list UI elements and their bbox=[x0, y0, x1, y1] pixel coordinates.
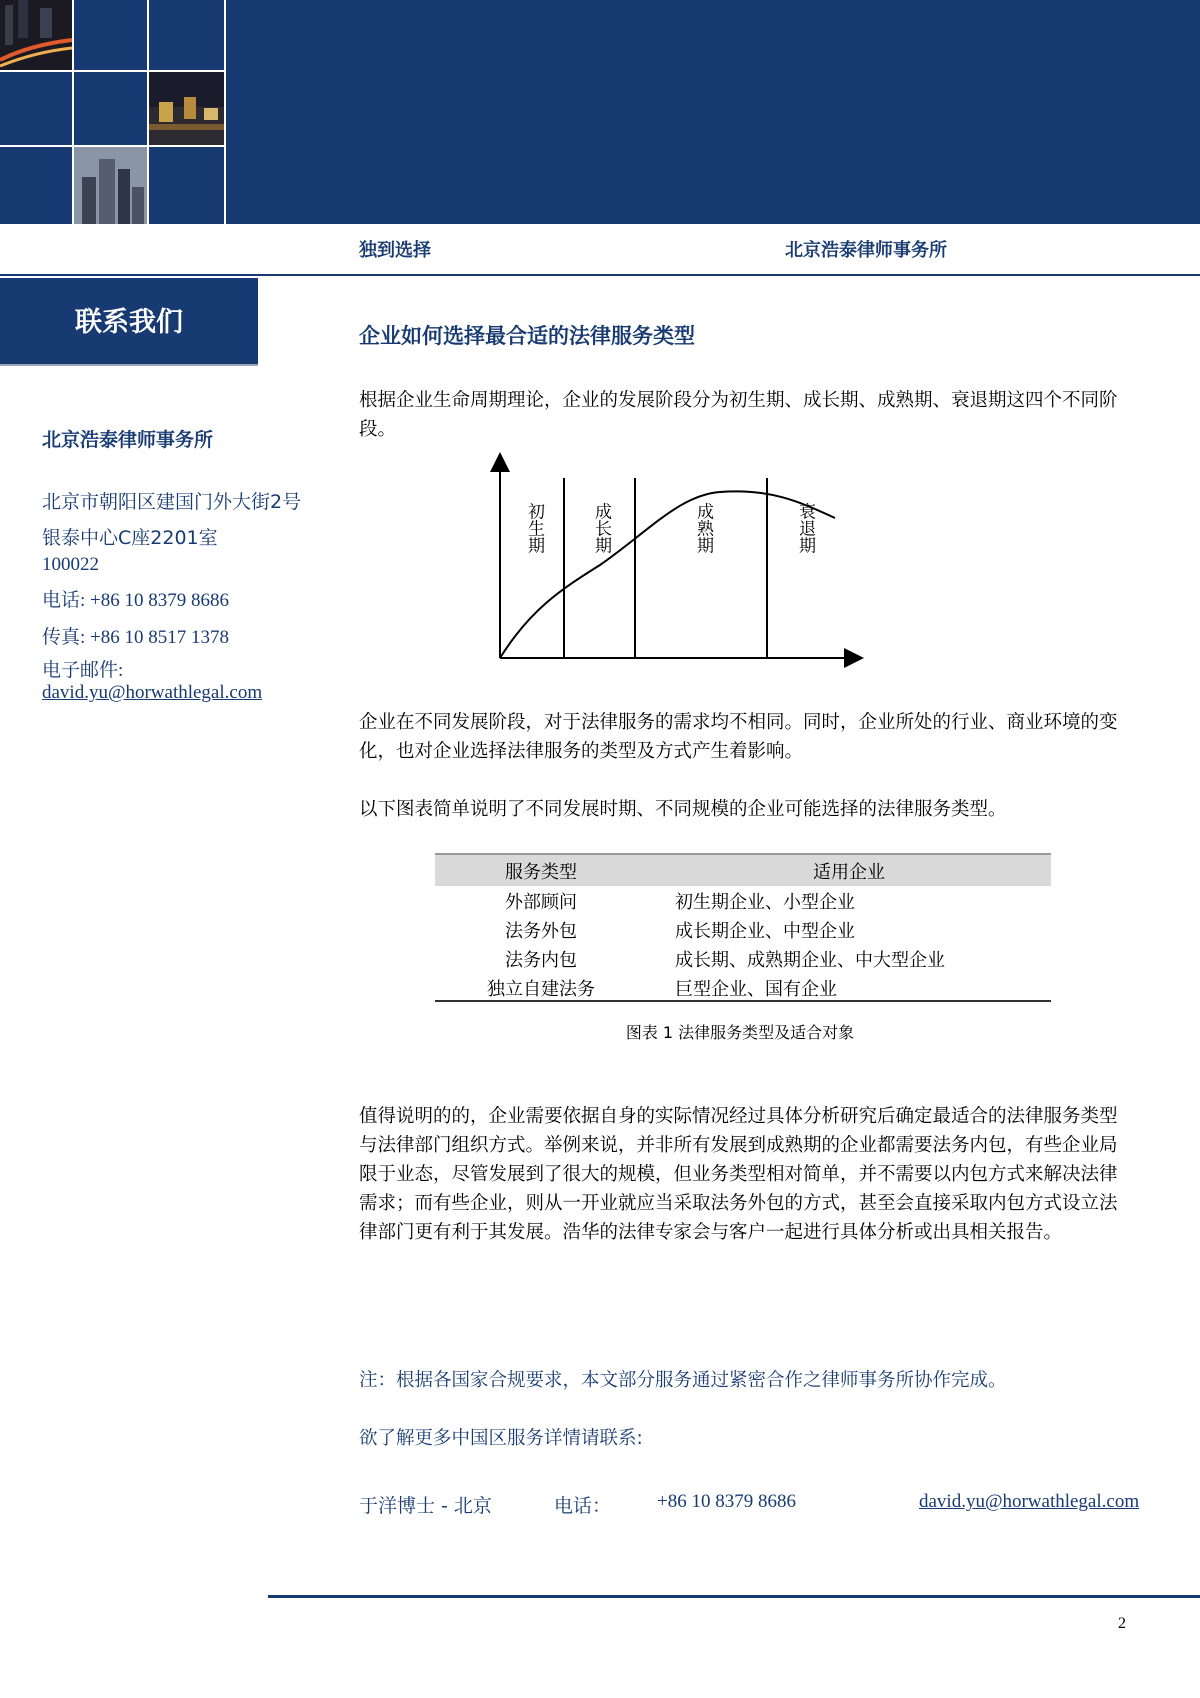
table-bottom-rule bbox=[435, 1000, 1051, 1002]
service-type-cell: 法务内包 bbox=[505, 949, 577, 971]
header-applicable-company: 适用企业 bbox=[647, 854, 1051, 886]
table-header-row bbox=[435, 854, 1051, 886]
towers-photo bbox=[74, 147, 147, 224]
compliance-note: 注：根据各国家合规要求，本文部分服务通过紧密合作之律师事务所协作完成。 bbox=[359, 1370, 1007, 1391]
intro-paragraph: 根据企业生命周期理论，企业的发展阶段分为初生期、成长期、成熟期、衰退期这四个不同阶段。 bbox=[359, 390, 1118, 440]
table-intro-paragraph: 以下图表简单说明了不同发展时期、不同规模的企业可能选择的法律服务类型。 bbox=[359, 799, 1007, 820]
more-info-text: 欲了解更多中国区服务详情请联系: bbox=[359, 1428, 643, 1449]
lifecycle-curve bbox=[500, 491, 835, 658]
contact-name: 于洋博士 - 北京 bbox=[359, 1495, 492, 1517]
contact-phone: +86 10 8379 8686 bbox=[657, 1491, 796, 1512]
header-service-type: 服务类型 bbox=[435, 854, 647, 886]
email-label: 电子邮件 bbox=[42, 659, 119, 681]
table-row bbox=[435, 973, 1051, 1002]
lifecycle-diagram bbox=[480, 450, 870, 670]
page-number: 2 bbox=[1118, 1615, 1126, 1632]
phone-value: : +86 10 8379 8686 bbox=[80, 590, 230, 611]
stage-label-1: 初生期 bbox=[524, 502, 544, 554]
applicable-company-cell: 成长期企业、中型企业 bbox=[675, 920, 855, 942]
phone-row bbox=[42, 585, 229, 612]
email-label-row bbox=[42, 655, 123, 682]
applicable-company-cell: 巨型企业、国有企业 bbox=[675, 978, 837, 1000]
service-type-cell: 外部顾问 bbox=[505, 891, 577, 913]
sidebar-email-link[interactable]: david.yu@horwathlegal.com bbox=[42, 682, 263, 703]
city-night-photo bbox=[0, 0, 72, 70]
table-row bbox=[435, 944, 1051, 973]
firm-name: 北京浩泰律师事务所 bbox=[42, 429, 214, 451]
stage-label-3: 成熟期 bbox=[693, 502, 713, 554]
stage-label-4: 衰退期 bbox=[795, 502, 815, 554]
skyline-night-photo bbox=[149, 72, 224, 145]
service-type-cell: 独立自建法务 bbox=[487, 978, 595, 1000]
table-row bbox=[435, 886, 1051, 915]
header-banner bbox=[0, 0, 1200, 225]
needs-paragraph: 企业在不同发展阶段，对于法律服务的需求均不相同。同时，企业所处的行业、商业环境的变化，也对企业选择法律服务的类型及方式产生着影响。 bbox=[359, 712, 1118, 762]
address-line1: 北京市朝阳区建国门外大街2号 bbox=[42, 491, 302, 513]
stage-label-2: 成长期 bbox=[591, 502, 611, 554]
article-title: 企业如何选择最合适的法律服务类型 bbox=[359, 324, 695, 348]
footer-divider bbox=[268, 1595, 1200, 1598]
contact-email-link[interactable]: david.yu@horwathlegal.com bbox=[919, 1491, 1140, 1512]
address-line2: 银泰中心C座2201室 bbox=[42, 527, 218, 549]
service-type-cell: 法务外包 bbox=[505, 920, 577, 942]
service-table bbox=[435, 853, 1051, 1002]
contact-title: 联系我们 bbox=[75, 307, 183, 338]
contact-phone-label: 电话： bbox=[554, 1495, 612, 1517]
table-row bbox=[435, 915, 1051, 944]
header-divider bbox=[0, 274, 1200, 276]
fax-label: 传真 bbox=[42, 626, 81, 648]
advice-paragraph: 值得说明的的，企业需要依据自身的实际情况经过具体分析研究后确定最适合的法律服务类型与法律部门组织方式。举例来说，并非所有发展到成熟期的企业都需要法务内包，有些企业局限于业态，尽管发展到了很大的规模，但业务类型相对简单，并不需要以内包方式来解决法律需求；而有些企业，则从一开业就应当采取法务外包的方式，甚至会直接采取内包方式设立法律部门更有利于其发展。浩华的法律专家会与客户一起进行具体分析或出具相关报告。 bbox=[359, 1106, 1118, 1243]
applicable-company-cell: 成长期、成熟期企业、中大型企业 bbox=[675, 949, 945, 971]
email-colon: : bbox=[118, 660, 124, 681]
postcode: 100022 bbox=[42, 554, 99, 575]
table-caption: 图表 1 法律服务类型及适合对象 bbox=[625, 1023, 855, 1042]
tagline-left: 独到选择 bbox=[359, 240, 431, 261]
tagline-right: 北京浩泰律师事务所 bbox=[785, 240, 947, 261]
applicable-company-cell: 初生期企业、小型企业 bbox=[675, 891, 855, 913]
phone-label: 电话 bbox=[42, 589, 81, 611]
fax-value: : +86 10 8517 1378 bbox=[80, 627, 230, 648]
fax-row bbox=[42, 622, 229, 649]
